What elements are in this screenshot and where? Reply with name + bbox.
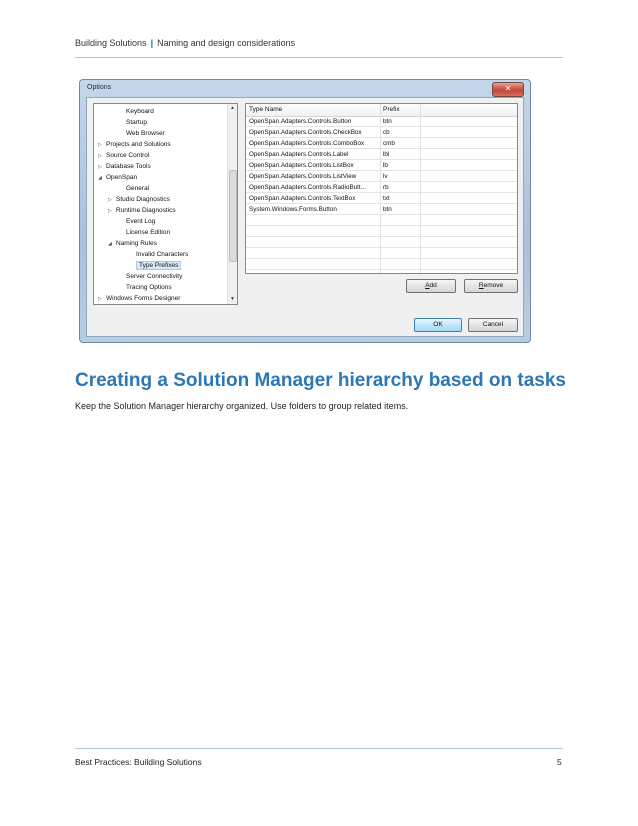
options-dialog	[79, 79, 531, 343]
tree-item[interactable]	[118, 106, 154, 117]
ok-button[interactable]: OK	[414, 318, 462, 332]
tree-item-label: Web Browser	[126, 130, 165, 137]
column-header-type-name[interactable]: Type Name	[249, 106, 283, 113]
cancel-button[interactable]: Cancel	[468, 318, 518, 332]
type-name-cell[interactable]: OpenSpan.Adapters.Controls.TextBox	[249, 195, 356, 202]
type-name-cell[interactable]: OpenSpan.Adapters.Controls.ListBox	[249, 162, 354, 169]
type-name-cell[interactable]: System.Windows.Forms.Button	[249, 206, 337, 213]
tree-item[interactable]	[118, 183, 149, 194]
table-row[interactable]	[246, 117, 517, 127]
type-name-cell[interactable]: OpenSpan.Adapters.Controls.Button	[249, 118, 352, 125]
tree-item[interactable]	[108, 194, 170, 205]
add-button[interactable]	[406, 279, 456, 293]
table-row[interactable]	[246, 260, 517, 270]
type-name-cell[interactable]: OpenSpan.Adapters.Controls.CheckBox	[249, 129, 362, 136]
tree-item[interactable]	[118, 227, 170, 238]
tree-item[interactable]	[108, 238, 157, 249]
prefix-cell[interactable]: lbl	[383, 151, 390, 158]
scroll-up-icon[interactable]: ▲	[230, 105, 235, 111]
prefix-cell[interactable]: txt	[383, 195, 390, 202]
tree-item-label: Database Tools	[106, 163, 151, 170]
remove-label: emove	[483, 282, 504, 289]
tree-item-label: Runtime Diagnostics	[116, 207, 176, 214]
footer-rule	[75, 748, 563, 749]
tree-item-label: Studio Diagnostics	[116, 196, 170, 203]
tree-item[interactable]	[118, 128, 165, 139]
tree-item[interactable]	[118, 216, 155, 227]
tree-item-label: Startup	[126, 119, 147, 126]
table-row[interactable]	[246, 194, 517, 204]
table-row[interactable]	[246, 128, 517, 138]
expander-icon[interactable]: ◢	[108, 241, 112, 247]
prefix-cell[interactable]: btn	[383, 118, 392, 125]
tree-item[interactable]	[98, 161, 151, 172]
tree-item[interactable]	[108, 205, 176, 216]
tree-item-label: Naming Rules	[116, 240, 157, 247]
prefix-cell[interactable]	[380, 238, 420, 248]
dialog-title: Options	[87, 84, 112, 91]
type-name-cell[interactable]	[246, 260, 380, 270]
tree-item[interactable]	[128, 249, 188, 260]
tree-item-label: License Edition	[126, 229, 171, 236]
prefix-cell[interactable]: rb	[383, 184, 389, 191]
expander-icon[interactable]: ▷	[98, 142, 102, 148]
table-row[interactable]	[246, 183, 517, 193]
tree-item-label: Event Log	[126, 218, 156, 225]
tree-item[interactable]	[128, 260, 181, 271]
table-row[interactable]	[246, 249, 517, 259]
prefix-cell[interactable]	[380, 216, 420, 226]
tree-item[interactable]	[98, 139, 171, 150]
prefix-cell[interactable]: cmb	[383, 140, 395, 147]
header-doc-title: Building Solutions	[75, 38, 147, 48]
type-name-cell[interactable]: OpenSpan.Adapters.Controls.ListView	[249, 173, 357, 180]
expander-icon[interactable]: ▷	[108, 208, 112, 214]
prefix-cell[interactable]	[380, 227, 420, 237]
column-header-prefix[interactable]: Prefix	[383, 106, 400, 113]
page-number: 5	[557, 757, 562, 767]
remove-button[interactable]	[464, 279, 518, 293]
type-name-cell[interactable]: OpenSpan.Adapters.Controls.ComboBox	[249, 140, 365, 147]
prefix-cell[interactable]: lb	[383, 162, 388, 169]
tree-item-label: Projects and Solutions	[106, 141, 171, 148]
prefix-cell[interactable]	[380, 249, 420, 259]
expander-icon[interactable]: ▷	[98, 164, 102, 170]
prefix-cell[interactable]: cb	[383, 129, 390, 136]
tree-item[interactable]	[98, 150, 149, 161]
column-divider	[420, 104, 421, 273]
tree-item-label: Type Prefixes	[136, 261, 181, 270]
tree-item-label: Invalid Characters	[136, 251, 189, 258]
add-label: dd	[429, 282, 437, 289]
table-row[interactable]	[246, 205, 517, 215]
table-row[interactable]	[246, 139, 517, 149]
type-name-cell[interactable]	[246, 249, 380, 259]
tree-item-label: Windows Forms Designer	[106, 295, 181, 302]
tree-item[interactable]	[118, 282, 172, 293]
table-row[interactable]	[246, 172, 517, 182]
table-row[interactable]	[246, 150, 517, 160]
tree-item-label: Source Control	[106, 152, 150, 159]
type-name-cell[interactable]	[246, 227, 380, 237]
grid-header	[246, 104, 517, 117]
tree-item-label: Keyboard	[126, 108, 154, 115]
type-name-cell[interactable]	[246, 216, 380, 226]
expander-icon[interactable]: ◢	[98, 175, 102, 181]
column-divider	[380, 104, 381, 273]
type-prefix-grid	[245, 103, 518, 274]
running-header	[75, 38, 295, 48]
tree-item-label: General	[126, 185, 150, 192]
footer-title: Best Practices: Building Solutions	[75, 757, 202, 767]
options-tree[interactable]	[93, 103, 238, 305]
table-row[interactable]	[246, 216, 517, 226]
header-section-title: Naming and design considerations	[157, 38, 296, 48]
table-row[interactable]	[246, 238, 517, 248]
tree-scrollbar[interactable]	[227, 104, 237, 304]
tree-item-label: OpenSpan	[106, 174, 138, 181]
expander-icon[interactable]: ▷	[108, 197, 112, 203]
scroll-down-icon[interactable]: ▼	[230, 296, 235, 302]
table-row[interactable]	[246, 161, 517, 171]
tree-item-label: Server Connectivity	[126, 273, 183, 280]
prefix-cell[interactable]: btn	[383, 206, 392, 213]
tree-item[interactable]	[98, 293, 180, 304]
expander-icon[interactable]: ▷	[98, 153, 102, 159]
section-body: Keep the Solution Manager hierarchy organized. Use folders to group related items.	[75, 401, 409, 411]
prefix-cell[interactable]	[380, 260, 420, 270]
close-button[interactable]: ✕	[492, 82, 524, 97]
table-row[interactable]	[246, 227, 517, 237]
tree-item[interactable]	[118, 117, 147, 128]
tree-item[interactable]	[118, 271, 182, 282]
add-mnemonic: A	[425, 282, 430, 289]
section-heading: Creating a Solution Manager hierarchy based on tasks	[75, 370, 566, 391]
expander-icon[interactable]: ▷	[98, 296, 102, 302]
type-name-cell[interactable]: OpenSpan.Adapters.Controls.Label	[249, 151, 349, 158]
tree-item[interactable]	[98, 172, 137, 183]
dialog-client-area	[86, 97, 524, 337]
type-name-cell[interactable]: OpenSpan.Adapters.Controls.RadioButt...	[249, 184, 366, 191]
prefix-cell[interactable]: lv	[383, 173, 388, 180]
type-name-cell[interactable]	[246, 238, 380, 248]
remove-mnemonic: R	[478, 282, 484, 289]
header-rule	[75, 57, 563, 58]
tree-item-label: Tracing Options	[126, 284, 172, 291]
header-separator: |	[150, 38, 154, 48]
scroll-thumb[interactable]	[229, 170, 237, 262]
